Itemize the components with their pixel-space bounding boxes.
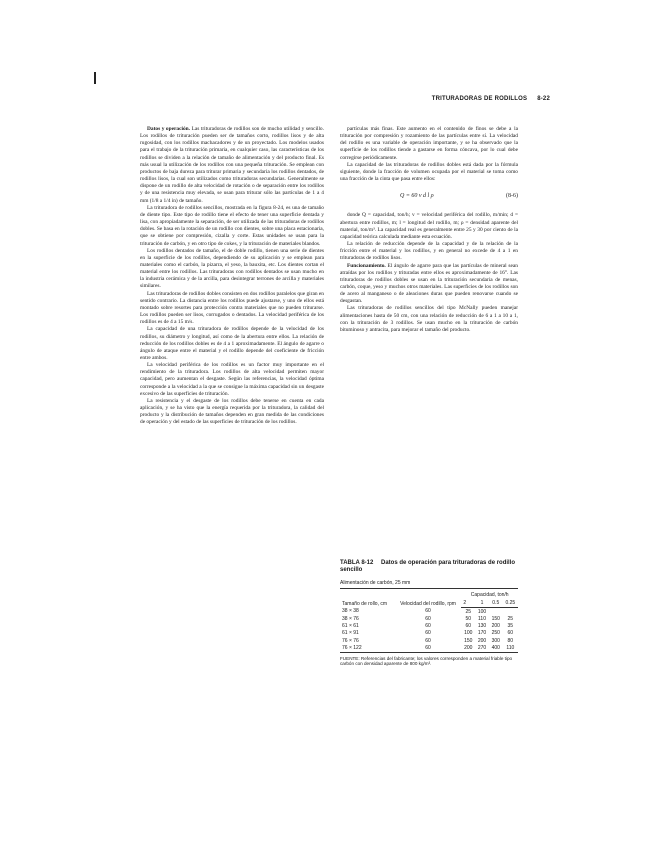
table-cell: 60: [425, 630, 431, 637]
operation-table: [340, 591, 518, 653]
table-cell: 35: [507, 623, 514, 630]
table-cell: 60: [425, 623, 431, 630]
running-head-title: TRITURADORAS DE RODILLOS: [431, 96, 528, 102]
right-column: [340, 126, 518, 334]
table-cell: 250: [491, 630, 500, 637]
paragraph-text: Las trituradoras de rodillos dobles consisten en dos rodillos paralelos que giran en sentido contrario. La distancia entre los rodillos puede ajustarse, y uno de ellos está montado sobre resortes para protección contra materiales que no pueden triturarse. Los rodillos pueden ser lisos, corrugados o dentados. La velocidad periférica de los rodillos es de 4 a 15 m/s.: [140, 290, 324, 326]
equation-number: (8-6): [506, 193, 518, 200]
table-cell: 200: [461, 644, 475, 652]
table-note: FUENTE: Referencias del fabricante; los valores corresponden a material friable tipo carbón con densidad aparente de 800 kg/m³.: [340, 655, 513, 667]
operation-table-block: [340, 560, 518, 667]
paragraph: [340, 162, 518, 183]
table-row: [340, 615, 518, 622]
table-cell: [503, 608, 518, 616]
paragraph-text: donde Q = capacidad, ton/h; v = velocidad periférica del rodillo, m/min; d = abertura entre rodillos, m; l = longitud del rodillo, m; ρ = densidad aparente del material, ton/m³. La capacidad real es generalmente entre 25 y 30 por ciento de la capacidad teórica calculada mediante esta ecuación.: [340, 212, 518, 240]
table-number: TABLA 8-12: [340, 560, 374, 566]
paragraph-text: La relación de reducción depende de la capacidad y de la relación de la fricción entre el material y los rodillos, y en general no excede de 4 a 1 en trituradoras de rodillos lisos.: [340, 241, 518, 262]
margin-mark: [94, 72, 96, 84]
page-number: 8-22: [537, 96, 550, 102]
table-cell: 100: [464, 630, 473, 637]
table-title: [340, 560, 518, 574]
table-cell: 100: [477, 608, 487, 615]
paragraph-text: Los rodillos dentados de tamaño, el de doble rodillo, tienen una serie de dientes en la superficie de los rodillos, dependiendo de su aplicación y se emplean para materiales como el carbón, la pizarra, el yeso, la bauxita, etc. Los dientes cortan el material entre los rodillos. Las trituradoras con rodillos dentados se usan mucho en la industria cerámica y de la arcilla, para desintegrar terrones de arcilla y materiales similares.: [140, 247, 324, 290]
table-header-cell: Capacidad, ton/h: [470, 592, 509, 598]
table-subheader-cell: 1: [475, 599, 489, 608]
table-subheader-cell: 2: [461, 599, 475, 608]
equation: [340, 193, 518, 200]
table-cell: 76 × 122: [340, 644, 395, 652]
paragraph-lead: Funcionamiento.: [347, 262, 386, 269]
table-cell: 110: [478, 615, 486, 622]
table-cell: 400: [489, 644, 503, 652]
table-cell: 25: [465, 608, 472, 615]
table-cell: 270: [475, 644, 489, 652]
table-row: [340, 644, 518, 652]
left-column: [140, 126, 324, 427]
table-row: [340, 608, 518, 616]
table-subheader-cell: 0.25: [503, 599, 518, 608]
table-header-cell: Velocidad del rodillo, rpm: [400, 600, 456, 607]
paragraph-text: La capacidad de una trituradora de rodillos depende de la velocidad de los rodillos, su diámetro y longitud, así como de la abertura entre ellos. La relación de reducción de los rodillos dobles es de 4 a 1 aproximadamente. El ángulo de agarre o ángulo de ataque entre el material y el rodillo depende del coeficiente de fricción entre ambos.: [140, 326, 324, 361]
table-cell: 60: [425, 615, 431, 622]
paragraph: [340, 212, 518, 241]
paragraph-text: La trituradora de rodillos sencillos, mostrada en la figura 8-24, es una de tamaño de diente tipo. Este tipo de rodillo tiene el efecto de tener una superficie dentada y lisa, con apropiadamente la separación, de ser utilizada de las trituradoras de rodillos dobles. Se basa en la rotación de un rodillo con dientes, sobre una placa estacionaria, que se obtiene por compresión, cizalla y corte. Estas unidades se usan para la trituración de carbón, y en otro tipo de cokes, y la trituración de materiales blandos.: [140, 204, 324, 247]
table-cell: 60: [507, 630, 514, 637]
paragraph: [140, 248, 324, 291]
table-cell: 60: [465, 623, 472, 630]
table-title-text: Datos de operación para trituradoras de rodillo sencillo: [340, 560, 516, 573]
table-cell: 200: [477, 637, 487, 644]
table-cell: 76 × 76: [342, 637, 359, 644]
paragraph: [340, 126, 518, 162]
table-cell: 110: [503, 644, 518, 652]
table-header-cell: Tamaño de rollo, cm: [342, 600, 388, 607]
paragraph-text: La resistencia y el desgaste de los rodillos debe tenerse en cuenta en cada aplicación, y se ha visto que la energía requerida por la trituradora, la calidad del producto y la distribución de tamaños dependen en gran medida de las condiciones de operación y del estado de las superficies de trituración de los rodillos.: [140, 397, 324, 426]
table-cell: 170: [477, 630, 487, 637]
running-head: [380, 96, 550, 102]
table-cell: 61 × 91: [342, 630, 359, 637]
paragraph: [140, 362, 324, 398]
table-row: [340, 637, 518, 644]
table-row: [340, 623, 518, 630]
equation-text: Q = 60 v d l ρ: [400, 193, 434, 200]
table-cell: 50: [465, 615, 472, 622]
paragraph-text: La capacidad de las trituradoras de rodillos dobles está dada por la fórmula siguiente, donde la fracción de volumen ocupada por el material se toma como una fracción de la cinta que pasa entre ellos:: [340, 161, 518, 183]
table-cell: 61 × 61: [342, 623, 359, 630]
paragraph: [140, 126, 324, 205]
paragraph: [140, 205, 324, 248]
paragraph: [340, 305, 518, 334]
table-cell: 300: [491, 637, 500, 644]
table-cell: 150: [491, 615, 500, 622]
paragraph-text: Las trituradoras de rodillos sencillos del tipo McNally pueden manejar alimentaciones hasta de 50 cm, con una relación de reducción de 6 a 1 a 10 a 1, con la trituración de 3 rodillos. Se usan mucho en la trituración de carbón bituminoso y antracita, para mejorar el tamaño del producto.: [340, 305, 518, 333]
table-subtitle: Alimentación de carbón, 25 mm: [340, 580, 518, 589]
paragraph-text: partículas más finas. Este aumento en el contenido de finos se debe a la trituración por compresión y rozamiento de las partículas entre sí. La velocidad del rodillo es una variable de operación importante, y se ha observado que la superficie de los rodillos tiende a gastarse en forma cóncava, por lo cual debe corregirse periódicamente.: [340, 126, 518, 161]
paragraph-text: Las trituradoras de rodillos son de mucho utilidad y sencillo. Los rodillos de trituración pueden ser de tamaños corto, rodillos lisos y de alta rugosidad, con los rodillos machacadores y de un proyectado. Los modelos usados para el trabajo de la trituración primaria, en cualquier caso, las características de los rodillos se dividen a la relación de tamaño de alimentación y del producto final. Es más usual la utilización de los rodillos con una pequeña trituración. Se emplean con productos de baja dureza para triturar primaria y secundaria los rodillos dentados, de rodillos lisos, la cual son utilizados como trituradoras secundarias. Generalmente se dispone de un rodillo de alta velocidad de rotación o de separación entre los rodillos y de una resistencia muy elevada, se usan para triturar sólo las partículas de 1 a 4 mm (1/8 a 1/4 in) de tamaño.: [140, 126, 324, 204]
paragraph-lead: Datos y operación.: [147, 126, 191, 132]
table-cell: 25: [507, 615, 514, 622]
table-cell: 60: [425, 637, 431, 644]
table-subheader-cell: 0.5: [489, 599, 503, 608]
paragraph: [140, 326, 324, 362]
paragraph-text: La velocidad periférica de los rodillos es un factor muy importante en el rendimiento de la trituradora. Los rodillos de alta velocidad permiten mayor capacidad, pero aumentan el desgaste. Según las referencias, la velocidad óptima corresponde a la velocidad a la que se consigue la máxima capacidad sin un desgaste excesivo de las superficies de trituración.: [140, 362, 324, 397]
table-cell: 60: [425, 608, 431, 615]
table-cell: 130: [477, 623, 487, 630]
paragraph: [140, 398, 324, 427]
table-cell: 150: [464, 637, 473, 644]
table-cell: 80: [507, 637, 514, 644]
paragraph: [140, 291, 324, 327]
table-cell: 60: [395, 644, 462, 652]
table-cell: [489, 608, 503, 616]
table-cell: 38 × 38: [342, 608, 359, 615]
table-cell: 200: [491, 623, 500, 630]
table-row: [340, 630, 518, 637]
table-cell: 38 × 76: [342, 615, 359, 622]
paragraph: [340, 241, 518, 262]
paragraph: [340, 263, 518, 306]
paragraph-text: El ángulo de agarre para que las partículas de mineral sean atraídas por los rodillos y trituradas entre ellos es aproximadamente de 16°. Las trituradoras de rodillos dobles se usan en la trituración secundaria de menas, carbón, coque, yeso y muchos otros materiales. Las superficies de los rodillos son de acero al manganeso o de aleaciones duras que pueden renovarse cuando se desgastan.: [340, 262, 518, 305]
